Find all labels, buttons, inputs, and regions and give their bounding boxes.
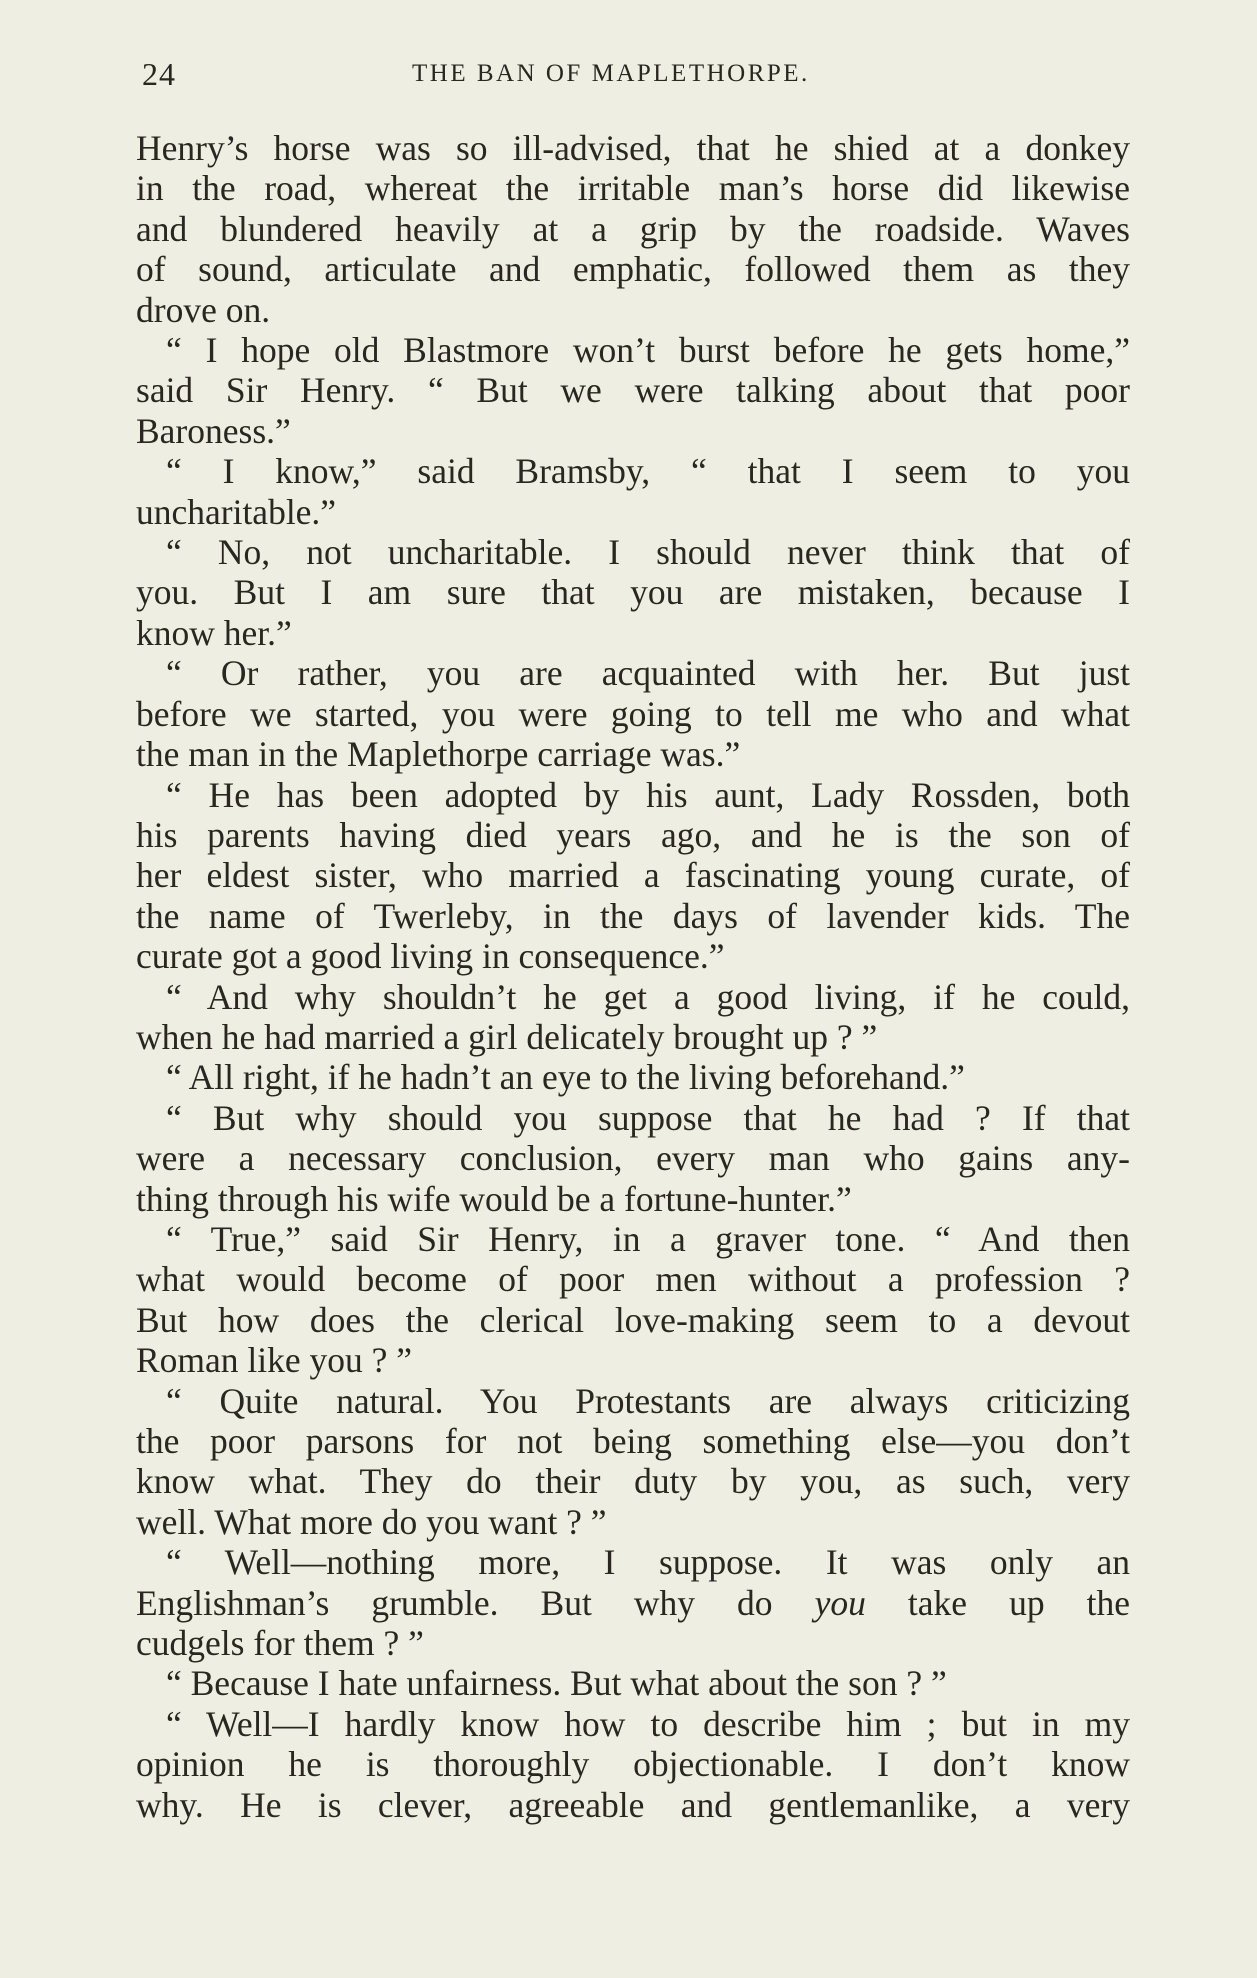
text-line: Baroness.” <box>136 410 291 451</box>
text-line: But how does the clerical love-making seem to a devout <box>136 1299 1130 1340</box>
text-line: “ All right, if he hadn’t an eye to the living beforehand.” <box>166 1057 965 1098</box>
text-line: “ Or rather, you are acquainted with her. But just <box>166 653 1130 694</box>
emphasis: you <box>814 1582 866 1623</box>
text-line: well. What more do you want ? ” <box>136 1501 607 1542</box>
text-line: “ But why should you suppose that he had ? If that <box>166 1097 1130 1138</box>
text-line: why. He is clever, agreeable and gentlemanlike, a very <box>136 1784 1130 1825</box>
text-line: before we started, you were going to tell me who and what <box>136 693 1130 734</box>
text-line: what would become of poor men without a profession ? <box>136 1259 1130 1300</box>
text-line: “ I hope old Blastmore won’t burst before he gets home,” <box>166 330 1130 371</box>
text-line: her eldest sister, who married a fascinating young curate, of <box>136 855 1130 896</box>
text-line: were a necessary conclusion, every man who gains any- <box>136 1138 1130 1179</box>
text-line: thing through his wife would be a fortune-hunter.” <box>136 1178 852 1219</box>
text-line: Englishman’s grumble. But why do you take up the <box>136 1582 1130 1623</box>
text-line: know her.” <box>136 612 292 653</box>
text-line: the man in the Maplethorpe carriage was.” <box>136 734 741 775</box>
text-line: Roman like you ? ” <box>136 1340 413 1381</box>
text-line: in the road, whereat the irritable man’s horse did likewise <box>136 168 1130 209</box>
text-line: his parents having died years ago, and he is the son of <box>136 814 1130 855</box>
text-line: “ Well—I hardly know how to describe him ; but in my <box>166 1703 1130 1744</box>
text-line: of sound, articulate and emphatic, followed them as they <box>136 249 1130 290</box>
text-line: “ And why shouldn’t he get a good living, if he could, <box>166 976 1130 1017</box>
page-header <box>142 56 1132 96</box>
text-line: “ Because I hate unfairness. But what about the son ? ” <box>166 1663 947 1704</box>
running-title: THE BAN OF MAPLETHORPE. <box>412 60 810 87</box>
text-line: “ True,” said Sir Henry, in a graver tone. “ And then <box>166 1218 1130 1259</box>
text-line: you. But I am sure that you are mistaken, because I <box>136 572 1130 613</box>
text-line: drove on. <box>136 289 271 330</box>
page-number: 24 <box>142 56 176 92</box>
text-line: “ No, not uncharitable. I should never think that of <box>166 532 1130 573</box>
text-line: “ Well—nothing more, I suppose. It was only an <box>166 1542 1130 1583</box>
text-line: “ I know,” said Bramsby, “ that I seem to you <box>166 451 1130 492</box>
text-line: Henry’s horse was so ill-advised, that he shied at a donkey <box>136 128 1130 168</box>
text-line: the name of Twerleby, in the days of lavender kids. The <box>136 895 1130 936</box>
text-line: “ Quite natural. You Protestants are always criticizing <box>166 1380 1130 1421</box>
text-line: curate got a good living in consequence.” <box>136 936 725 977</box>
text-line: cudgels for them ? ” <box>136 1623 424 1664</box>
text-line: the poor parsons for not being something else—you don’t <box>136 1421 1130 1461</box>
text-line: “ He has been adopted by his aunt, Lady Rossden, both <box>166 774 1130 815</box>
body-text <box>136 128 1130 1825</box>
text-line: and blundered heavily at a grip by the roadside. Waves <box>136 208 1130 249</box>
text-line: uncharitable.” <box>136 491 337 532</box>
text-line: said Sir Henry. “ But we were talking about that poor <box>136 370 1130 411</box>
text-line: when he had married a girl delicately brought up ? ” <box>136 1016 878 1057</box>
text-line: opinion he is thoroughly objectionable. I don’t know <box>136 1744 1130 1785</box>
text-line: know what. They do their duty by you, as such, very <box>136 1461 1130 1502</box>
